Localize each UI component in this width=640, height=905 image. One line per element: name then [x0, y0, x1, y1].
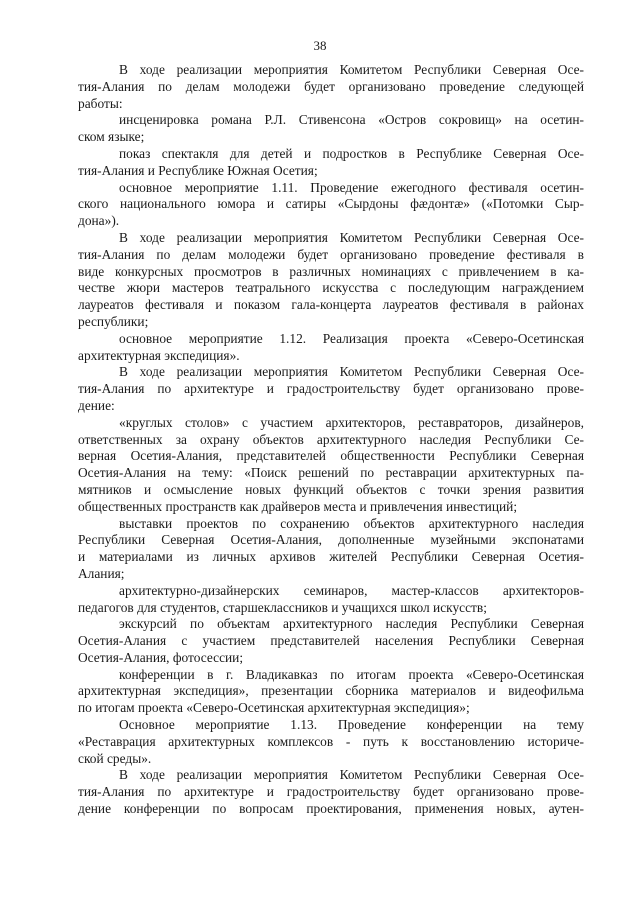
- text-line: тия-Алания по архитектуре и градостроительству будет организовано прове-: [78, 381, 584, 397]
- text-line: В ходе реализации мероприятия Комитетом Республики Северная Осе-: [119, 767, 584, 783]
- text-line: по итогам проекта «Северо-Осетинская архитектурная экспедиция»;: [78, 700, 470, 716]
- text-line: архитектурная экспедиция», презентации сборника материалов и видеофильма: [78, 683, 584, 699]
- text-line: работы:: [78, 95, 123, 111]
- text-line: Осетия-Алания на тему: «Поиск решений по реставрации архитектурных па-: [78, 465, 584, 481]
- text-line: ской среды».: [78, 750, 152, 766]
- text-line: тия-Алания по делам молодежи будет организовано проведение фестиваля в: [78, 246, 584, 262]
- text-line: «круглых столов» с участием архитекторов, реставраторов, дизайнеров,: [119, 414, 584, 430]
- text-line: честве жюри мастеров театрального искусства с последующим награждением: [78, 280, 584, 296]
- text-line: конференции в г. Владикавказ по итогам проекта «Северо-Осетинская: [119, 666, 584, 682]
- text-line: инсценировка романа Р.Л. Стивенсона «Остров сокровищ» на осетин-: [119, 112, 584, 128]
- text-line: В ходе реализации мероприятия Комитетом Республики Северная Осе-: [119, 62, 584, 77]
- text-line: мятников и осмысление новых функций объектов с точки зрения развития: [78, 481, 584, 497]
- text-line: общественных пространств как драйверов места и привлечения инвестиций;: [78, 498, 518, 514]
- text-line: дение конференции по вопросам проектирования, применения новых, аутен-: [78, 801, 584, 817]
- text-line: архитектурно-дизайнерских семинаров, мастер-классов архитекторов-: [119, 582, 584, 598]
- text-line: архитектурная экспедиция».: [78, 347, 240, 363]
- text-line: экскурсий по объектам архитектурного наследия Республики Северная: [119, 616, 584, 632]
- text-line: лауреатов фестиваля и показом гала-концерта лауреатов фестиваля в районах: [78, 297, 584, 313]
- text-line: В ходе реализации мероприятия Комитетом Республики Северная Осе-: [119, 229, 584, 245]
- text-line: Республики Северная Осетия-Алания, дополненные музейными экспонатами: [78, 532, 584, 548]
- text-line: ского национального юмора и сатиры «Сырдоны фæдонтæ» («Потомки Сыр-: [78, 196, 584, 212]
- text-line: Осетия-Алания, фотосессии;: [78, 649, 244, 665]
- text-line: Алания;: [78, 565, 125, 581]
- text-line: дона»).: [78, 213, 120, 229]
- text-line: «Реставрация архитектурных комплексов - путь к восстановлению историче-: [78, 733, 584, 749]
- text-line: выставки проектов по сохранению объектов архитектурного наследия: [119, 515, 584, 531]
- text-line: дение:: [78, 397, 115, 413]
- text-line: тия-Алания по делам молодежи будет организовано проведение следующей: [78, 78, 584, 94]
- text-line: тия-Алания и Республике Южная Осетия;: [78, 162, 318, 178]
- body-text: [78, 62, 584, 818]
- text-line: ском языке;: [78, 129, 145, 145]
- text-line: показ спектакля для детей и подростков в Республике Северная Осе-: [119, 145, 584, 161]
- text-line: виде конкурсных просмотров в различных номинациях с привлечением в ка-: [78, 263, 584, 279]
- text-line: Основное мероприятие 1.13. Проведение конференции на тему: [119, 717, 584, 733]
- text-line: Осетия-Алания с участием представителей населения Республики Северная: [78, 633, 584, 649]
- text-line: педагогов для студентов, старшеклассников и учащихся школ искусств;: [78, 599, 487, 615]
- text-line: В ходе реализации мероприятия Комитетом Республики Северная Осе-: [119, 364, 584, 380]
- text-line: тия-Алания по архитектуре и градостроительству будет организовано прове-: [78, 784, 584, 800]
- text-line: и материалами из личных архивов жителей Республики Северная Осетия-: [78, 549, 584, 565]
- text-line: основное мероприятие 1.12. Реализация проекта «Северо-Осетинская: [119, 330, 584, 346]
- text-line: основное мероприятие 1.11. Проведение ежегодного фестиваля осетин-: [119, 179, 584, 195]
- text-line: ответственных за охрану объектов архитектурного наследия Республики Се-: [78, 431, 584, 447]
- text-line: верная Осетия-Алания, представителей общественности Республики Северная: [78, 448, 584, 464]
- page-number: 38: [313, 38, 327, 53]
- text-line: республики;: [78, 313, 149, 329]
